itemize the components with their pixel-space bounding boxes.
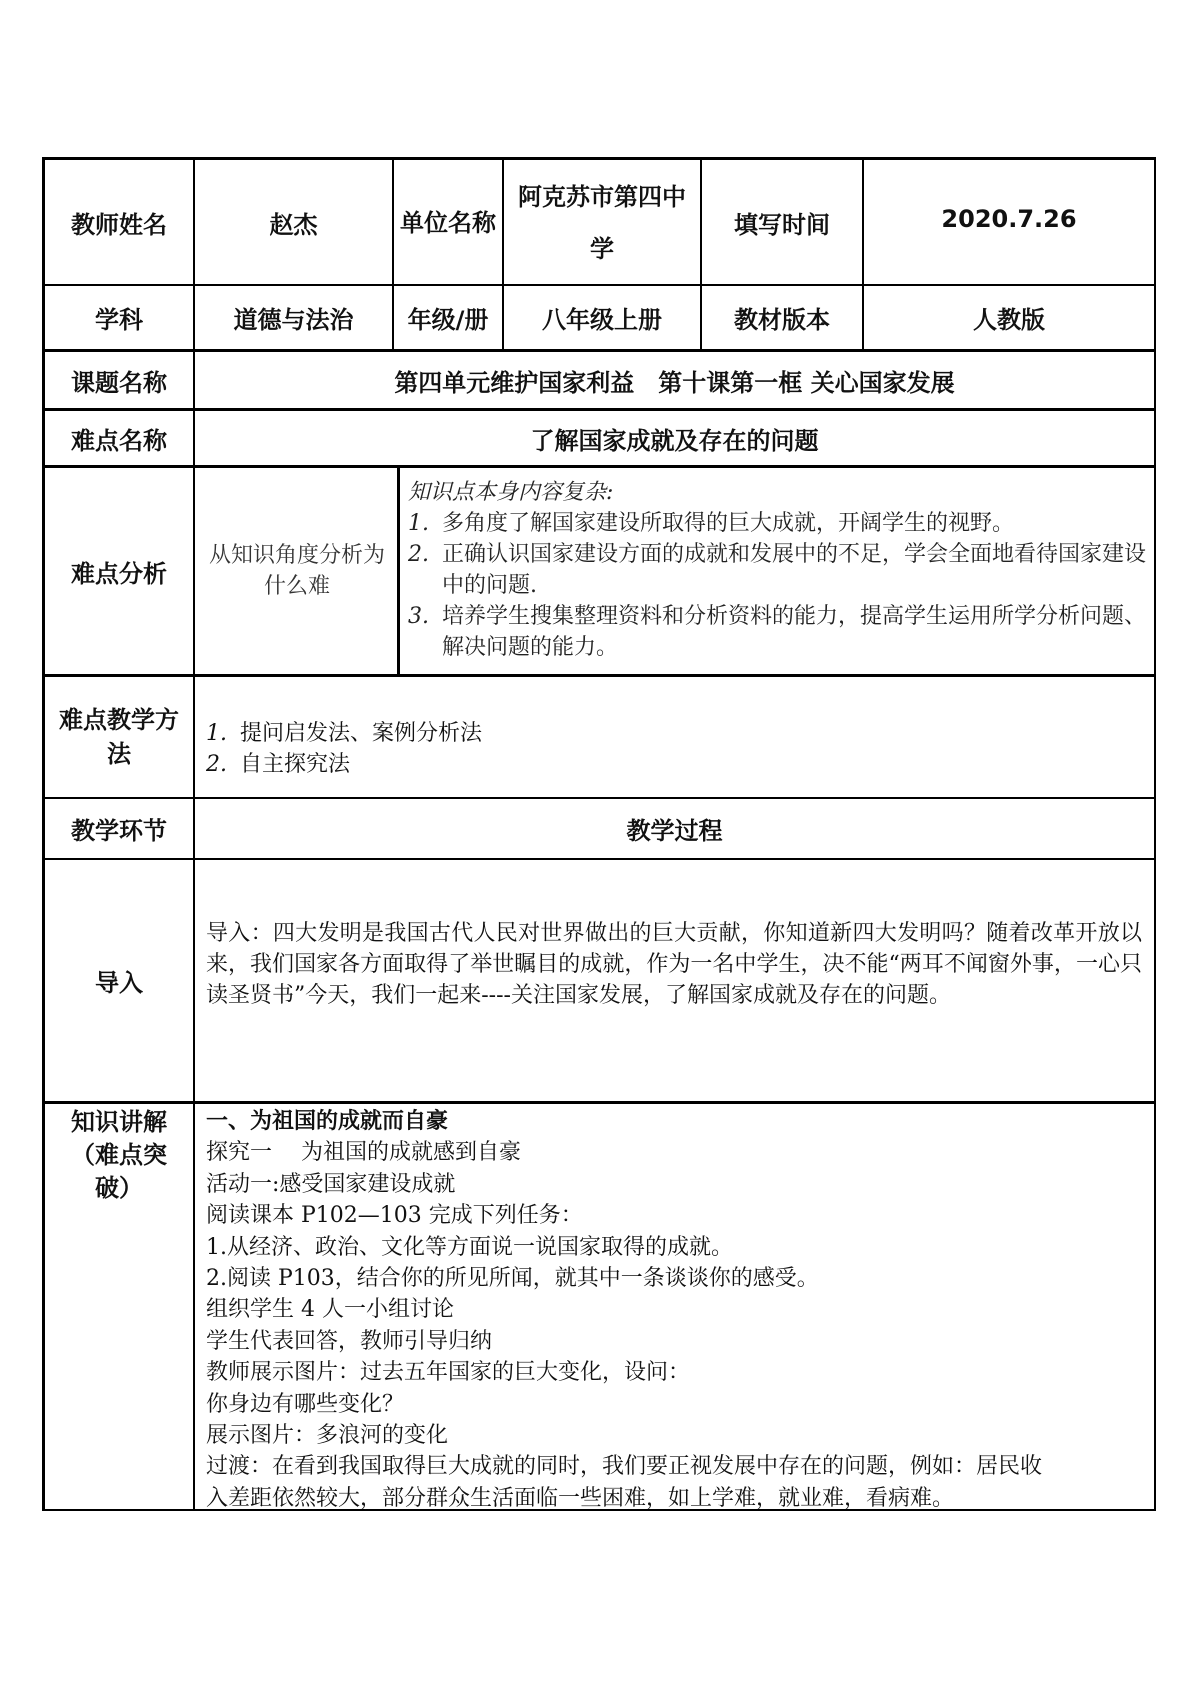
intro-text: 导入：四大发明是我国古代人民对世界做出的巨大贡献，你知道新四大发明吗？随着改革开放以来，我们国家各方面取得了举世瞩目的成就，作为一名中学生，决不能“两耳不闻窗外事，一心只读圣贤书”今天，我们一起来----关注国家发展，了解国家成就及存在的问题。 — [206, 921, 1142, 1008]
knowledge-line: 教师展示图片：过去五年国家的巨大变化，设问： — [206, 1360, 691, 1386]
analysis-intro: 知识点本身内容复杂: — [408, 480, 614, 505]
knowledge-line: 过渡：在看到我国取得巨大成就的同时，我们要正视发展中存在的问题，例如：居民收 — [206, 1454, 1043, 1480]
knowledge-line: 组织学生 4 人一小组讨论 — [206, 1297, 454, 1323]
knowledge-line: 你身边有哪些变化？ — [206, 1391, 405, 1417]
knowledge-line: 展示图片：多浪河的变化 — [206, 1423, 449, 1449]
method-label: 难点教学方法 — [59, 706, 179, 768]
unit-label: 单位名称 — [400, 209, 496, 237]
knowledge-line: 1.从经济、政治、文化等方面说一说国家取得的成就。 — [206, 1234, 733, 1260]
topic-label: 课题名称 — [71, 368, 167, 397]
teacher-name-value: 赵杰 — [269, 210, 318, 239]
topic-value: 第四单元维护国家利益 第十课第一框 关心国家发展 — [394, 368, 955, 397]
knowledge-line: 学生代表回答，教师引导归纳 — [206, 1328, 493, 1354]
subject-label: 学科 — [95, 306, 143, 334]
edition-value: 人教版 — [973, 306, 1045, 334]
knowledge-heading: 一、为祖国的成就而自豪 — [206, 1109, 449, 1134]
intro-label: 导入 — [95, 969, 143, 997]
analysis-item: 2. 正确认识国家建设方面的成就和发展中的不足，学会全面地看待国家建设中的问题. — [408, 542, 1147, 598]
unit-value: 阿克苏市第四中学 — [518, 183, 686, 263]
subject-value: 道德与法治 — [233, 306, 354, 334]
teacher-name-label: 教师姓名 — [71, 210, 167, 239]
edition-label: 教材版本 — [734, 306, 830, 334]
date-value: 2020.7.26 — [941, 205, 1077, 233]
analysis-item: 1. 多角度了解国家建设所取得的巨大成就，开阔学生的视野。 — [408, 511, 1015, 536]
process-label: 教学环节 — [71, 817, 167, 845]
difficulty-value: 了解国家成就及存在的问题 — [530, 426, 819, 455]
knowledge-label: 知识讲解（难点突破） — [71, 1108, 167, 1202]
knowledge-line: 活动一:感受国家建设成就 — [206, 1171, 456, 1197]
method-list — [206, 718, 1106, 780]
knowledge-content — [206, 1106, 1150, 1514]
knowledge-line: 探究一 为祖国的成就感到自豪 — [206, 1140, 521, 1166]
knowledge-line: 入差距依然较大，部分群众生活面临一些困难，如上学难，就业难，看病难。 — [206, 1485, 955, 1511]
process-value: 教学过程 — [626, 817, 723, 845]
date-label: 填写时间 — [734, 210, 830, 239]
analysis-content — [408, 477, 1148, 663]
analysis-sub-label: 从知识角度分析为什么难 — [208, 543, 385, 599]
difficulty-label: 难点名称 — [71, 426, 167, 455]
grade-label: 年级/册 — [407, 306, 489, 334]
analysis-item: 3. 培养学生搜集整理资料和分析资料的能力，提高学生运用所学分析问题、解决问题的能力。 — [408, 604, 1147, 660]
grade-value: 八年级上册 — [542, 306, 662, 334]
method-item: 1. 提问启发法、案例分析法 — [206, 721, 483, 746]
knowledge-line: 阅读课本 P102—103 完成下列任务： — [206, 1203, 583, 1229]
method-item: 2. 自主探究法 — [206, 752, 351, 777]
knowledge-line: 2.阅读 P103，结合你的所见所闻，就其中一条谈谈你的感受。 — [206, 1266, 819, 1292]
analysis-label: 难点分析 — [71, 559, 167, 588]
